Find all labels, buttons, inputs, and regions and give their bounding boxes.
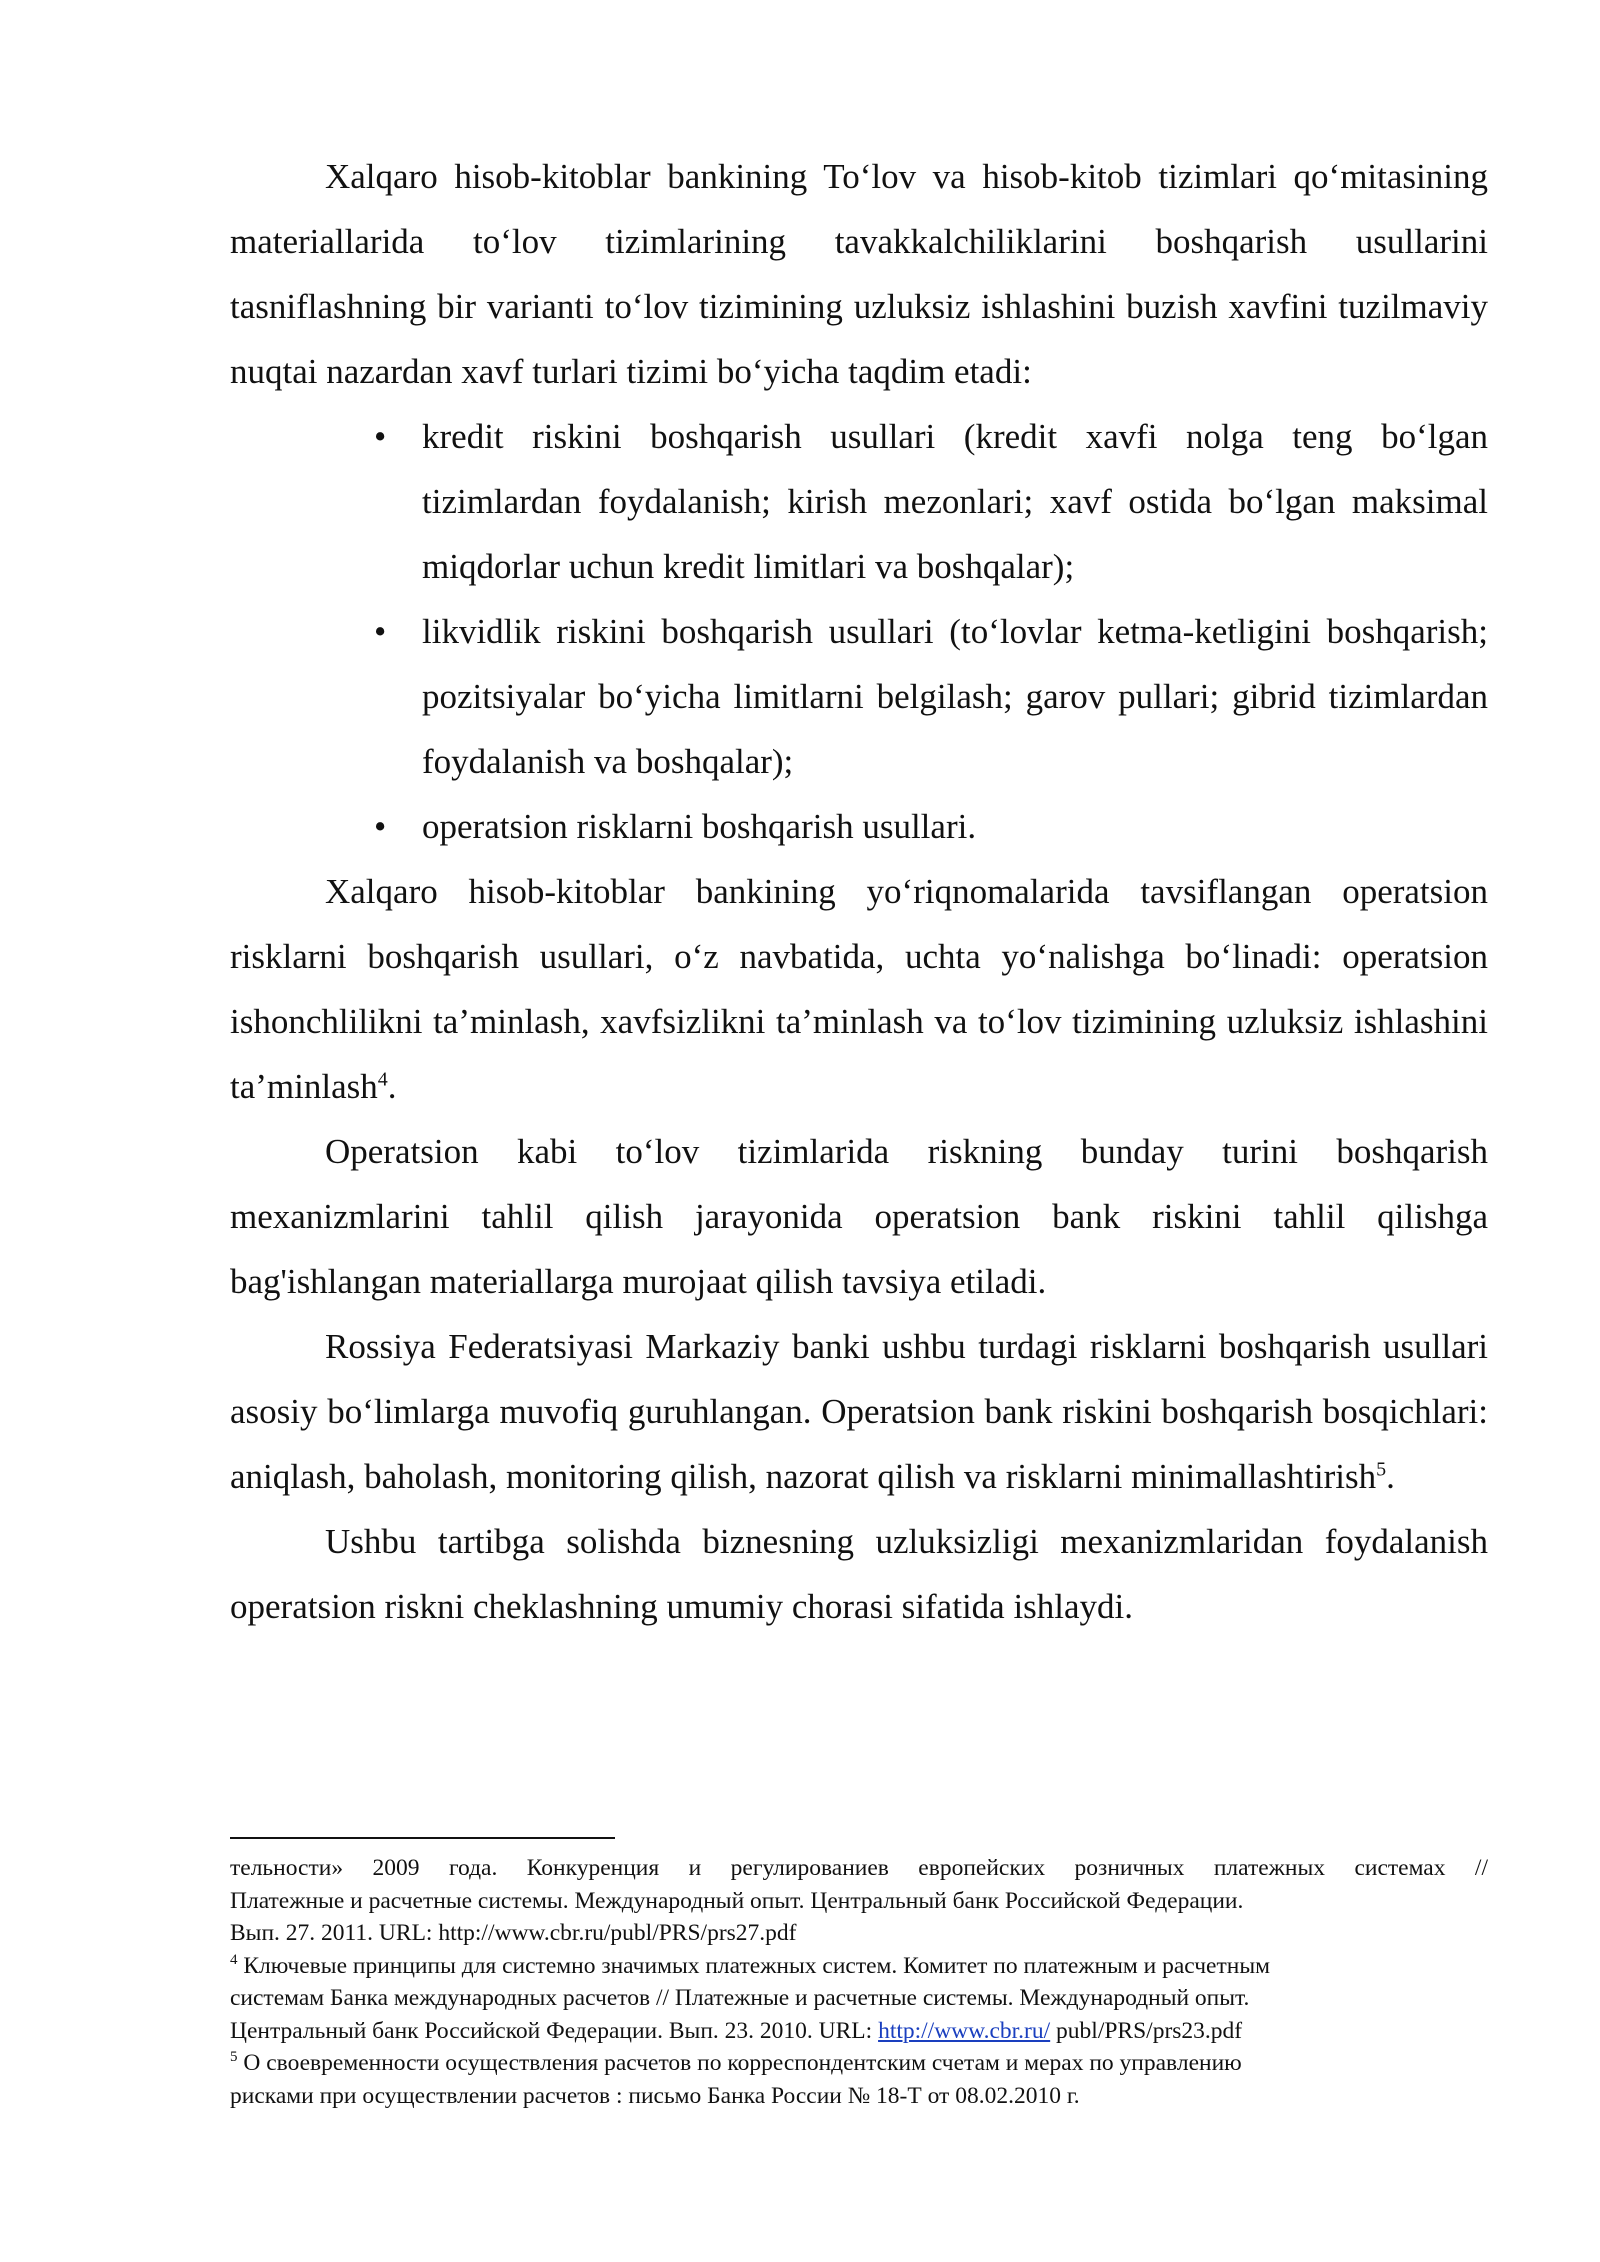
paragraph-3: Operatsion kabi to‘lov tizimlarida riskning bunday turini boshqarish mexanizmlarini tahlil qilish jarayonida operatsion bank riskini tahlil qilishga bag'ishlangan materiallarga murojaat qilish tavsiya etiladi. — [230, 1132, 1488, 1301]
footnote-4-line — [230, 2015, 1488, 2048]
paragraph-5: Ushbu tartibga solishda biznesning uzluksizligi mexanizmlaridan foydalanish operatsion riskni cheklashning umumiy chorasi sifatida ishlaydi. — [230, 1522, 1488, 1626]
footnote-5 — [230, 2047, 1488, 2080]
footnote-4-link[interactable]: http://www.cbr.ru/ — [878, 2017, 1051, 2044]
footnote-5-line: рисками при осуществлении расчетов : письмо Банка России № 18-Т от 08.02.2010 г. — [230, 2082, 1080, 2109]
footnote-4-number: 4 — [230, 1951, 238, 1968]
paragraph-4 — [230, 1314, 1488, 1509]
paragraph-2-end: . — [387, 1067, 397, 1106]
paragraph-2 — [230, 859, 1488, 1119]
list-item — [374, 599, 1488, 794]
list-item-text: operatsion risklarni boshqarish usullari. — [422, 807, 977, 846]
bullet-marker: • — [374, 807, 387, 846]
list-item — [374, 404, 1488, 599]
footnote-5-line: О своевременности осуществления расчетов по корреспондентским счетам и мерах по управлению — [237, 2050, 1242, 2076]
bullet-marker: • — [374, 417, 387, 456]
bullet-list — [230, 404, 1488, 859]
list-item-text: likvidlik riskini boshqarish usullari (to‘lovlar ketma-ketligini boshqarish; pozitsiyalar bo‘yicha limitlarni belgilash; garov pullari; gibrid tizimlardan foydalanish va boshqalar); — [422, 612, 1488, 781]
footnote-4-text: publ/PRS/prs23.pdf — [1050, 2017, 1243, 2044]
paragraph-1: Xalqaro hisob-kitoblar bankining To‘lov va hisob-kitob tizimlari qo‘mitasining materiallarida to‘lov tizimlarining tavakkalchiliklarini boshqarish usullarini tasniflashning bir varianti to‘lov tizimining uzluksiz ishlashini buzish xavfini tuzilmaviy nuqtai nazardan xavf turlari tizimi bo‘yicha taqdim etadi: — [230, 157, 1488, 391]
bullet-marker: • — [374, 612, 387, 651]
footnote-5-number: 5 — [230, 2049, 238, 2066]
footnote-4-text: Центральный банк Российской Федерации. Вып. 23. 2010. URL: — [230, 2017, 879, 2044]
footnote-ref-5[interactable]: 5 — [1376, 1458, 1387, 1481]
footnote-4 — [230, 1950, 1488, 1983]
paragraph-2-text: Xalqaro hisob-kitoblar bankining yo‘riqnomalarida tavsiflangan operatsion risklarni boshqarish usullari, o‘z navbatida, uchta yo‘nalishga bo‘linadi: operatsion ishonchlilikni ta’minlash, xavfsizlikni ta’minlash va to‘lov tizimining uzluksiz ishlashini ta’minlash — [230, 872, 1488, 1106]
main-text — [230, 144, 1488, 1639]
footnote-continued-line: тельности» 2009 года. Конкуренция и регулированиев европейских розничных платежных системах // — [230, 1855, 1488, 1881]
footnote-continued-line: Вып. 27. 2011. URL: http://www.cbr.ru/publ/PRS/prs27.pdf — [230, 1920, 797, 1946]
footnote-4-line: системам Банка международных расчетов // Платежные и расчетные системы. Международный опыт. — [230, 1985, 1250, 2011]
list-item — [374, 794, 1488, 859]
footnote-4-line: Ключевые принципы для системно значимых платежных систем. Комитет по платежным и расчетным — [237, 1952, 1270, 1979]
paragraph-4-text: Rossiya Federatsiyasi Markaziy banki ushbu turdagi risklarni boshqarish usullari asosiy bo‘limlarga muvofiq guruhlangan. Operatsion bank riskini boshqarish bosqichlari: aniqlash, baholash, monitoring qilish, nazorat qilish va risklarni minimallashtirish — [230, 1327, 1488, 1496]
footnote-ref-4[interactable]: 4 — [377, 1068, 388, 1091]
list-item-text: kredit riskini boshqarish usullari (kredit xavfi nolga teng bo‘lgan tizimlardan foydalanish; kirish mezonlari; xavf ostida bo‘lgan maksimal miqdorlar uchun kredit limitlari va boshqalar); — [422, 417, 1488, 586]
footnote-continued-line: Платежные и расчетные системы. Международный опыт. Центральный банк Российской Федерации. — [230, 1887, 1244, 1914]
paragraph-4-end: . — [1386, 1457, 1395, 1496]
footnote-separator — [230, 1837, 615, 1839]
footnotes — [230, 1852, 1488, 2112]
